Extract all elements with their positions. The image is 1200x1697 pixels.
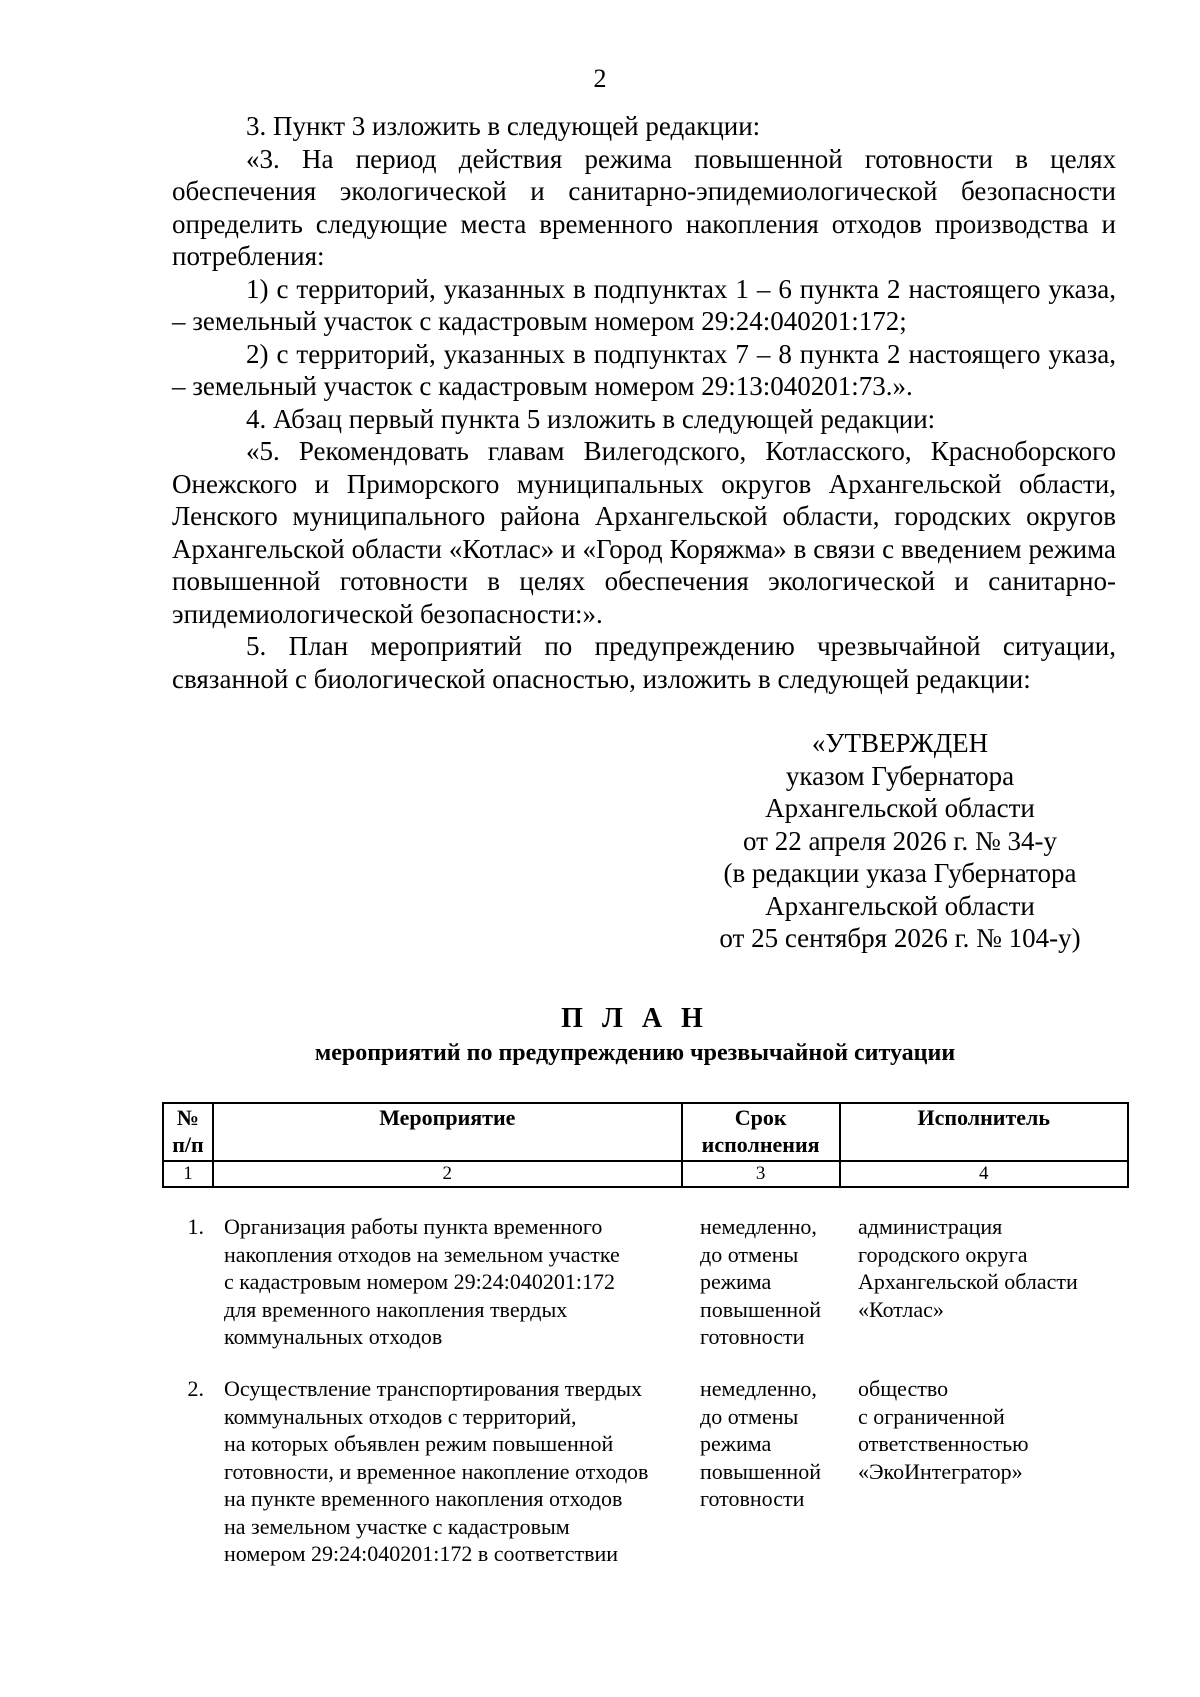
deadline-line: немедленно, [700,1214,817,1239]
paragraph: 3. Пункт 3 изложить в следующей редакции: [246,111,761,141]
event-line: на которых объявлен режим повышенной [224,1431,614,1456]
deadline-line: до отмены [700,1403,799,1429]
paragraph: «3. На период действия режима повышенной готовности в целях обеспечения экологической и санитарно-эпидемиологической безопасности определить следующие места временного накопления отходов производства и потребления: [172,143,1116,271]
plan-title: П Л А Н [561,1003,709,1034]
event-line: номером 29:24:040201:172 в соответствии [224,1541,619,1566]
event-line: коммунальных отходов [224,1324,443,1349]
column-number-row [163,1161,1128,1187]
deadline-line: готовности [700,1324,805,1349]
page-number: 2 [593,64,607,93]
approval-line: Архангельской области [765,793,1035,823]
header-deadline-line1: Срок [734,1105,787,1130]
document-body [172,110,1116,695]
deadline-line: повышенной [700,1458,821,1484]
header-deadline-line2: исполнения [701,1132,820,1157]
row-number: 2. [187,1376,204,1401]
executor-line: общество [858,1376,949,1401]
column-number: 4 [840,1161,1128,1187]
event-line: для временного накопления твердых [224,1296,568,1322]
event-line: коммунальных отходов с территорий, [224,1403,577,1429]
header-deadline [682,1103,840,1161]
paragraph: 2) с территорий, указанных в подпунктах 7 – 8 пункта 2 настоящего указа, – земельный участок с кадастровым номером 29:13:040201:73.». [172,338,1116,401]
deadline-line: повышенной [700,1296,821,1322]
deadline-line: режима [700,1431,772,1456]
header-num [163,1103,213,1161]
event-line: Осуществление транспортирования твердых [224,1376,643,1401]
paragraph: 4. Абзац первый пункта 5 изложить в следующей редакции: [246,403,936,434]
deadline-line: готовности [700,1486,805,1511]
approval-stamp [680,727,1120,955]
header-row [163,1103,1128,1161]
row-event [224,1375,694,1568]
deadline-line: режима [700,1269,772,1294]
column-number: 3 [682,1161,840,1187]
row-deadline [700,1375,850,1513]
event-line: готовности, и временное накопление отходов [224,1458,649,1484]
paragraph: 5. План мероприятий по предупреждению чрезвычайной ситуации, связанной с биологической опасностью, изложить в следующей редакции: [172,631,1116,694]
plan-table-header [162,1102,1129,1188]
approval-line: «УТВЕРЖДЕН [811,728,989,758]
event-line: Организация работы пункта временного [224,1214,603,1239]
plan-subtitle: мероприятий по предупреждению чрезвычайной ситуации [314,1040,956,1066]
row-number: 1. [187,1214,204,1239]
executor-line: с ограниченной [858,1403,1005,1429]
paragraph: «5. Рекомендовать главам Вилегодского, Котласского, Красноборского Онежского и Приморского муниципальных округов Архангельской области, Ленского муниципального района Архангельской области, городских округов Архангельской области «Котлас» и «Город Коряжма» в связи с введением режима повышенной готовности в целях обеспечения экологической и санитарно-эпидемиологической безопасности:». [172,436,1116,629]
approval-line: Архангельской области [765,890,1035,921]
deadline-line: немедленно, [700,1376,817,1401]
executor-line: Архангельской области [858,1269,1078,1294]
header-num-line1: № [176,1105,200,1130]
approval-line: (в редакции указа Губернатора [723,858,1077,888]
event-line: на пункте временного накопления отходов [224,1486,623,1511]
header-num-line2: п/п [172,1132,204,1157]
approval-line: от 22 апреля 2026 г. № 34-у [743,825,1057,856]
row-deadline [700,1213,850,1351]
column-number: 2 [213,1161,682,1187]
row-executor [858,1213,1128,1323]
header-event: Мероприятие [213,1103,682,1161]
row-event [224,1213,694,1351]
column-number: 1 [163,1161,213,1187]
executor-line: «Котлас» [858,1296,944,1322]
executor-line: ответственностью [858,1431,1029,1456]
event-line: на земельном участке с кадастровым [224,1513,570,1539]
event-line: с кадастровым номером 29:24:040201:172 [224,1269,615,1294]
deadline-line: до отмены [700,1241,799,1267]
executor-line: «ЭкоИнтегратор» [858,1458,1023,1484]
approval-line: от 25 сентября 2026 г. № 104-у) [719,923,1081,953]
executor-line: администрация [858,1214,1003,1239]
paragraph: 1) с территорий, указанных в подпунктах 1 – 6 пункта 2 настоящего указа, – земельный участок с кадастровым номером 29:24:040201:172; [172,273,1116,336]
header-executor: Исполнитель [840,1103,1128,1161]
row-executor [858,1375,1128,1485]
approval-line: указом Губернатора [785,760,1015,791]
event-line: накопления отходов на земельном участке [224,1241,620,1267]
executor-line: городского округа [858,1241,1028,1267]
